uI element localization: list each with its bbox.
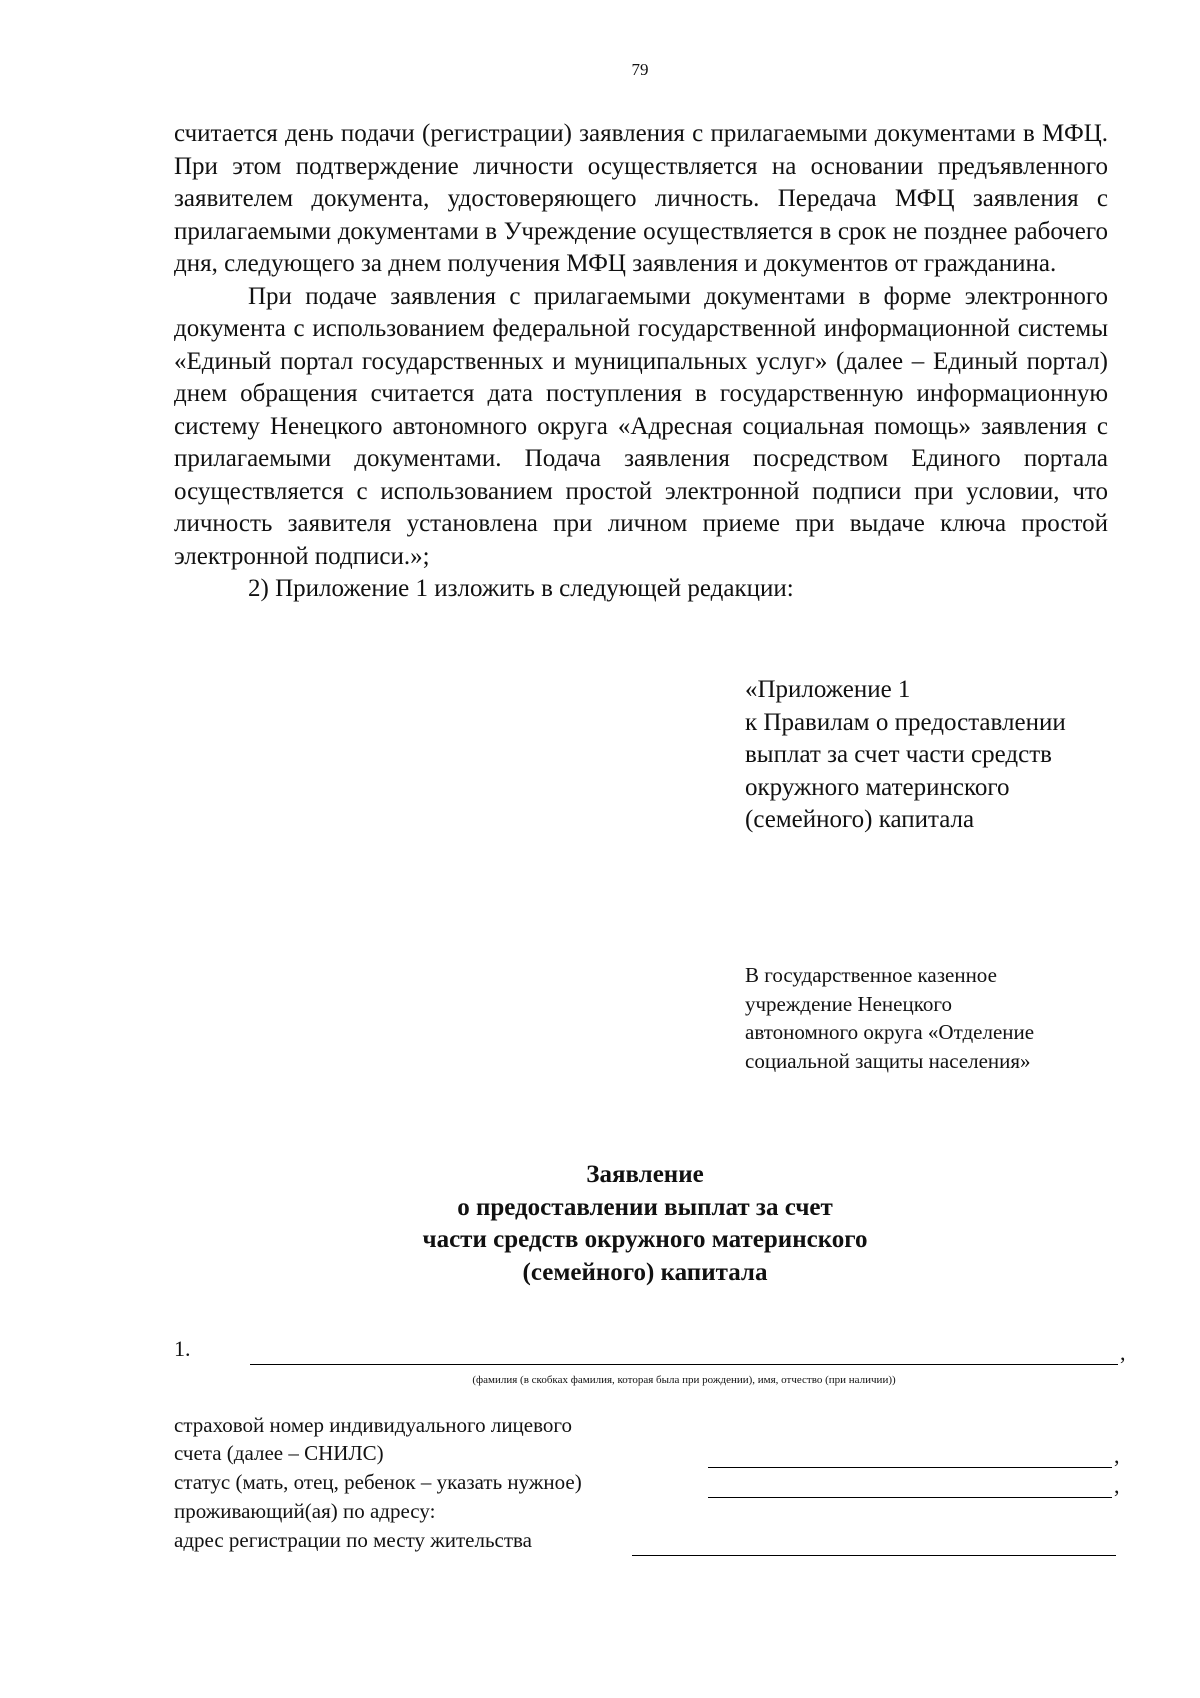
- appendix-heading: [745, 674, 1066, 837]
- form-title: [0, 1159, 1200, 1289]
- status-field[interactable]: [708, 1497, 1112, 1498]
- residing-label: проживающий(ая) по адресу:: [174, 1499, 436, 1523]
- page-number: 79: [631, 60, 649, 79]
- body-paragraph-epgu: При подаче заявления с прилагаемыми документами в форме электронного документа с использованием федеральной государственной информационной системы «Единый портал государственных и муниципальных услуг» (далее – Единый портал) днем обращения считается дата поступления в государственную информационную систему Ненецкого автономного округа «Адресная социальная помощь» заявления с прилагаемыми документами. Подача заявления посредством Единого портала осуществляется с использованием простой электронной подписи при условии, что личность заявителя установлена при личном приеме при выдаче ключа простой электронной подписи.»;: [174, 282, 1108, 570]
- registration-address-label: адрес регистрации по месту жительства: [174, 1528, 532, 1552]
- comma: ,: [1120, 1340, 1126, 1365]
- body-paragraph-continuation: считается день подачи (регистрации) заявления с прилагаемыми документами в МФЦ. При этом подтверждение личности осуществляется на основании предъявленного заявителем документа, удостоверяющего личность. Передача МФЦ заявления с прилагаемыми документами в Учреждение осуществляется в срок не позднее рабочего дня, следующего за днем получения МФЦ заявления и документов от гражданина.: [174, 120, 1108, 277]
- registration-address-field[interactable]: [632, 1555, 1116, 1556]
- body-paragraph-amendment: 2) Приложение 1 изложить в следующей редакции:: [248, 575, 794, 602]
- addressee-line: В государственное казенное: [745, 963, 997, 987]
- addressee-line: автономного округа «Отделение: [745, 1020, 1035, 1044]
- comma: ,: [1114, 1443, 1120, 1468]
- snils-label-line2: счета (далее – СНИЛС): [174, 1441, 384, 1465]
- comma: ,: [1114, 1473, 1120, 1498]
- body-text: [174, 118, 1108, 606]
- snils-field[interactable]: [708, 1467, 1112, 1468]
- appendix-line: к Правилам о предоставлении: [745, 708, 1066, 736]
- form-title-line: о предоставлении выплат за счет: [457, 1193, 833, 1221]
- status-label: статус (мать, отец, ребенок – указать нужное): [174, 1470, 582, 1494]
- snils-label-line1: страховой номер индивидуального лицевого: [174, 1413, 572, 1437]
- form-title-line: Заявление: [586, 1161, 704, 1188]
- appendix-line: окружного материнского: [745, 773, 1010, 801]
- appendix-line: (семейного) капитала: [745, 806, 975, 833]
- addressee-block: [745, 961, 1034, 1075]
- appendix-line: «Приложение 1: [745, 676, 911, 703]
- form-title-line: (семейного) капитала: [522, 1258, 768, 1286]
- addressee-line: учреждение Ненецкого: [745, 991, 952, 1016]
- fio-caption: (фамилия (в скобках фамилия, которая была при рождении), имя, отчество (при наличии)): [472, 1374, 896, 1386]
- addressee-line: социальной защиты населения»: [745, 1048, 1031, 1073]
- form-title-line: части средств окружного материнского: [422, 1226, 868, 1253]
- fio-field[interactable]: [250, 1364, 1118, 1365]
- item-number: 1.: [174, 1336, 191, 1361]
- appendix-line: выплат за счет части средств: [745, 741, 1052, 768]
